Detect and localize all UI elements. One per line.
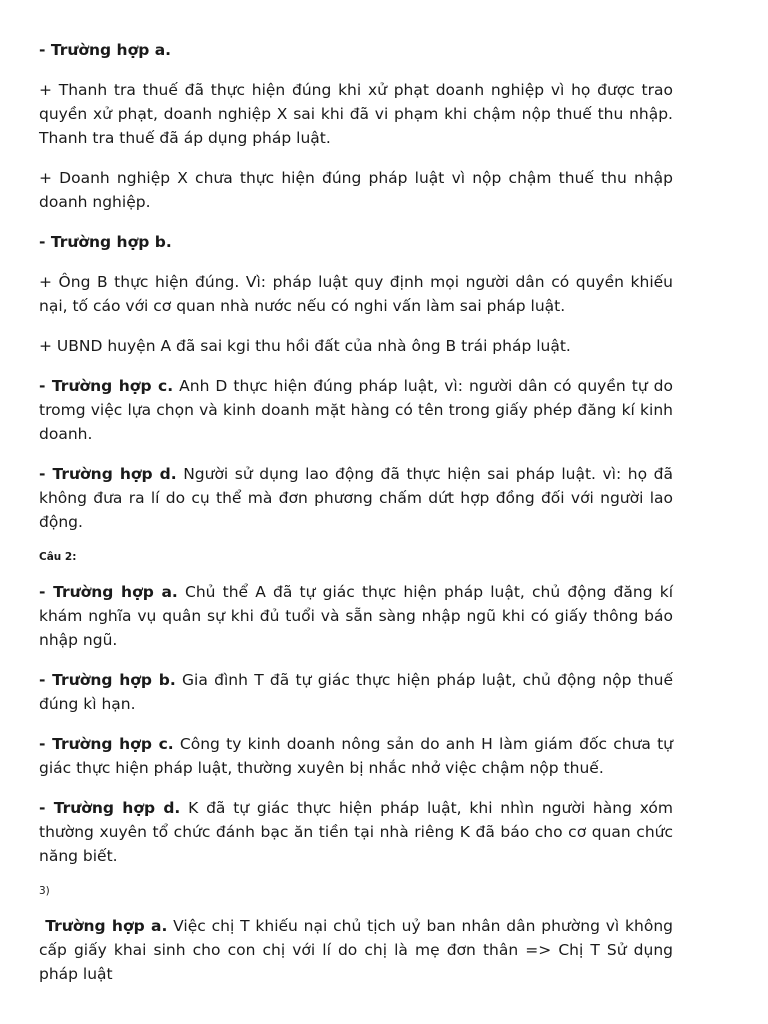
- case-3a: Trường hợp a. Việc chị T khiếu nại chủ tịch uỷ ban nhân dân phường vì không cấp giấy khai sinh cho con chị với lí do chị là mẹ đơn thân => Chị T Sử dụng pháp luật: [39, 917, 673, 983]
- section-heading-cau-2: Câu 2:: [39, 551, 77, 563]
- case-1c: - Trường hợp c. Anh D thực hiện đúng pháp luật, vì: người dân có quyền tự do tromg việc lựa chọn và kinh doanh mặt hàng có tên trong giấy phép đăng kí kinh doanh.: [39, 377, 673, 443]
- case-2a: - Trường hợp a. Chủ thể A đã tự giác thực hiện pháp luật, chủ động đăng kí khám nghĩa vụ quân sự khi đủ tuổi và sẵn sàng nhập ngũ khi có giấy thông báo nhập ngũ.: [39, 583, 674, 649]
- case-1a-point-1: + Thanh tra thuế đã thực hiện đúng khi xử phạt doanh nghiệp vì họ được trao quyền xử phạt, doanh nghiệp X sai khi đã vi phạm khi chậm nộp thuế thu nhập. Thanh tra thuế đã áp dụng pháp luật.: [39, 81, 673, 147]
- case-1a-point-2: + Doanh nghiệp X chưa thực hiện đúng pháp luật vì nộp chậm thuế thu nhập doanh nghiệp.: [39, 169, 673, 211]
- case-2b: - Trường hợp b. Gia đình T đã tự giác thực hiện pháp luật, chủ động nộp thuế đúng kì hạn.: [39, 671, 674, 713]
- section-heading-3: 3): [39, 885, 50, 897]
- case-1a-heading: - Trường hợp a.: [39, 41, 172, 59]
- case-2d: - Trường hợp d. K đã tự giác thực hiện pháp luật, khi nhìn người hàng xóm thường xuyên tổ chức đánh bạc ăn tiền tại nhà riêng K đã báo cho cơ quan chức năng biết.: [39, 799, 673, 865]
- case-1b-point-2: + UBND huyện A đã sai kgi thu hồi đất của nhà ông B trái pháp luật.: [39, 337, 571, 355]
- case-1d: - Trường hợp d. Người sử dụng lao động đã thực hiện sai pháp luật. vì: họ đã không đưa ra lí do cụ thể mà đơn phương chấm dứt hợp đồng đối với người lao động.: [39, 465, 673, 531]
- case-1b-heading: - Trường hợp b.: [39, 233, 172, 251]
- case-1b-point-1: + Ông B thực hiện đúng. Vì: pháp luật quy định mọi người dân có quyền khiếu nại, tố cáo với cơ quan nhà nước nếu có nghi vấn làm sai pháp luật.: [39, 273, 673, 315]
- case-2c: - Trường hợp c. Công ty kinh doanh nông sản do anh H làm giám đốc chưa tự giác thực hiện pháp luật, thường xuyên bị nhắc nhở việc chậm nộp thuế.: [39, 735, 673, 777]
